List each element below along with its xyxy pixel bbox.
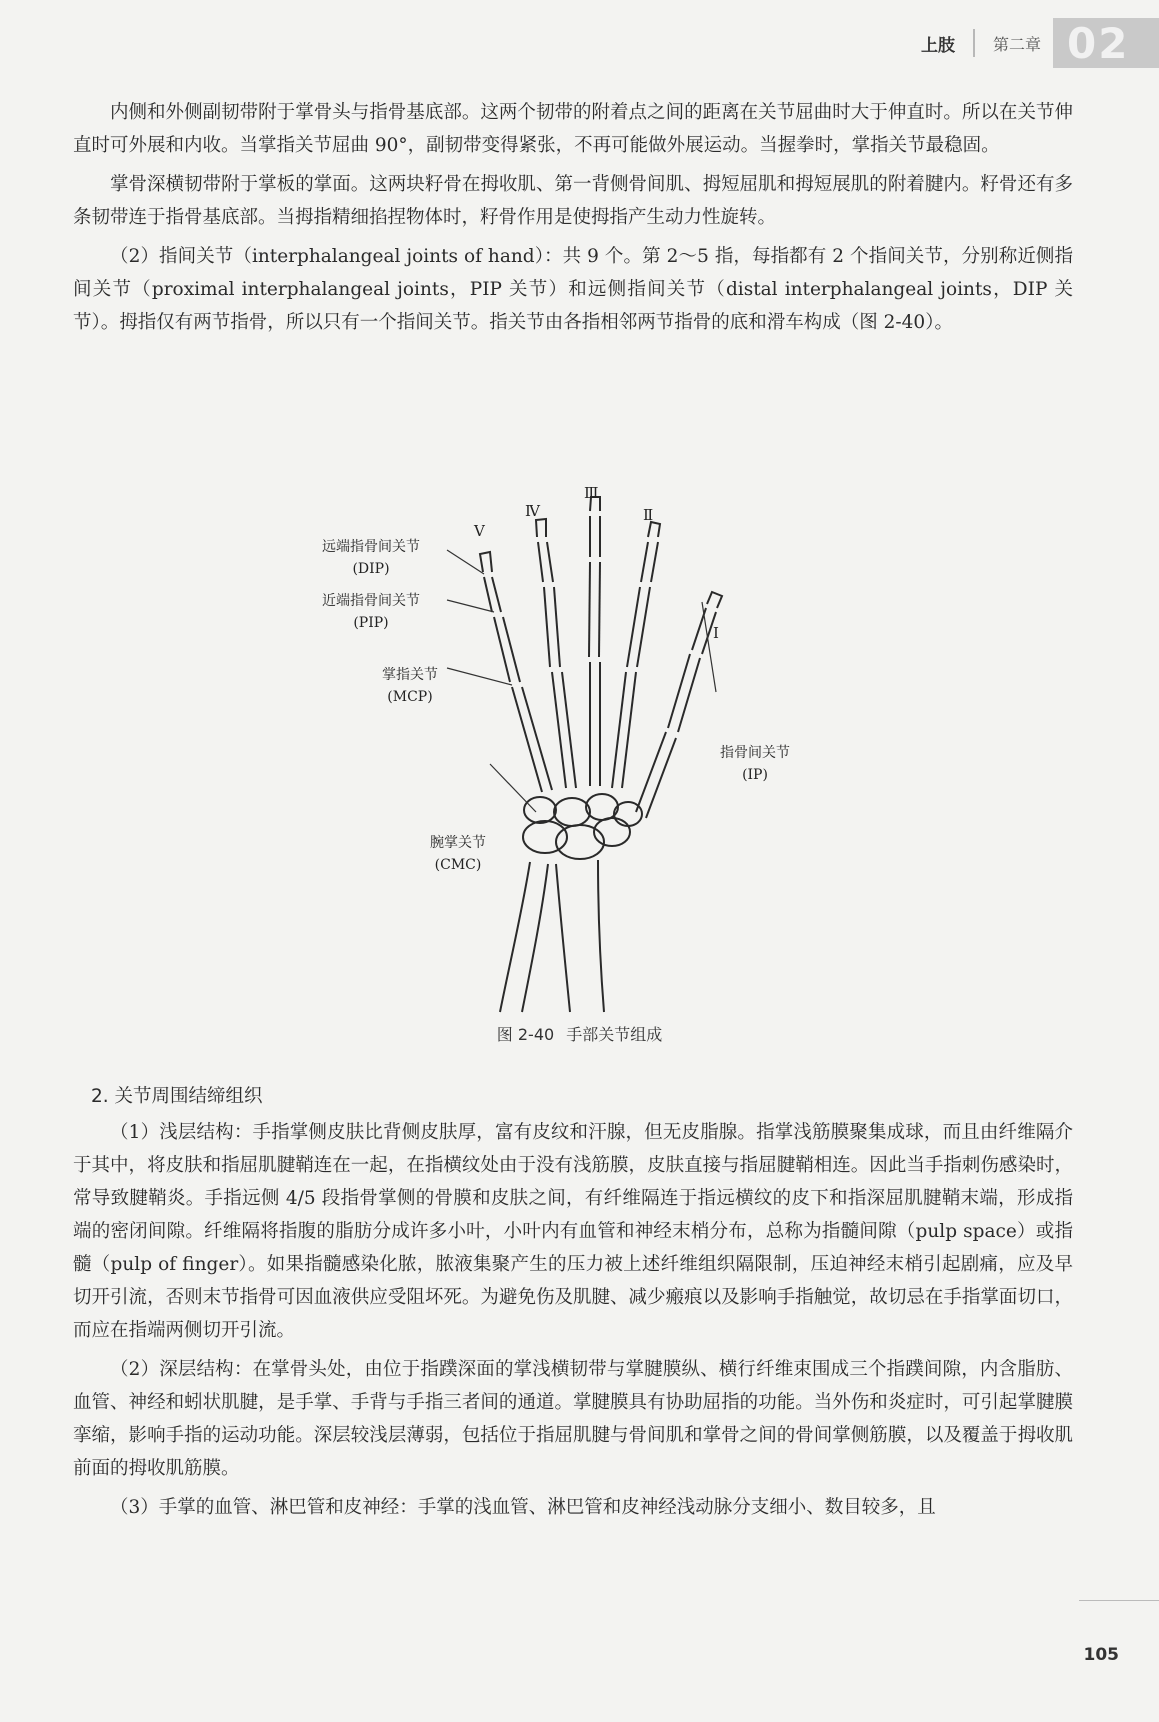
paragraph: 内侧和外侧副韧带附于掌骨头与指骨基底部。这两个韧带的附着点之间的距离在关节屈曲时大于伸直时。所以在关节伸直时可外展和内收。当掌指关节屈曲 90°，副韧带变得紧张，不再可能做外展运动。当握拳时，掌指关节最稳固。 [73,102,1073,156]
caption-text: 手部关节组成 [566,1025,663,1044]
page-number: 105 [1083,1645,1119,1665]
pip-label [296,590,446,634]
pip-label-name: 近端指骨间关节 [322,593,420,609]
caption-number: 图 2-40 [496,1025,555,1044]
finger-label-v: Ⅴ [474,522,485,540]
cmc-label [408,832,508,876]
paragraph: （3）手掌的血管、淋巴管和皮神经：手掌的浅血管、淋巴管和皮神经浅动脉分支细小、数目较多，且 [110,1497,936,1518]
pip-label-abbr: (PIP) [353,615,389,631]
paragraph: （2）深层结构：在掌骨头处，由位于指蹼深面的掌浅横韧带与掌腱膜纵、横行纤维束围成三个指蹼间隙，内含脂肪、血管、神经和蚓状肌腱，是手掌、手背与手指三者间的通道。掌腱膜具有协助屈指的功能。当外伤和炎症时，可引起掌腱膜挛缩，影响手指的运动功能。深层较浅层薄弱，包括位于指屈肌腱与骨间肌和掌骨之间的骨间掌侧筋膜，以及覆盖于拇收肌前面的拇收肌筋膜。 [73,1359,1073,1479]
cmc-label-abbr: (CMC) [434,857,482,873]
mcp-label-name: 掌指关节 [382,667,438,683]
section-heading: 2. 关节周围结缔组织 [91,1086,263,1107]
ip-label [700,742,810,786]
ip-label-name: 指骨间关节 [720,745,790,761]
paragraph: （1）浅层结构：手指掌侧皮肤比背侧皮肤厚，富有皮纹和汗腺，但无皮脂腺。指掌浅筋膜聚集成球，而且由纤维隔介于其中，将皮肤和指屈肌腱鞘连在一起，在指横纹处由于没有浅筋膜，皮肤直接与指屈腱鞘相连。因此当手指刺伤感染时，常导致腱鞘炎。手指远侧 4/5 段指骨掌侧的骨膜和皮肤之间，有纤维隔连于指远横纹的皮下和指深屈肌腱鞘末端，形成指端的密闭间隙。纤维隔将指腹的脂肪分成许多小叶，小叶内有血管和神经末梢分布，总称为指髓间隙（pulp space）或指髓（pulp of finger）。如果指髓感染化脓，脓液集聚产生的压力被上述纤维组织隔限制，压迫神经末梢引起剧痛，应及早切开引流，否则末节指骨可因血液供应受阻坏死。为避免伤及肌腱、减少瘢痕以及影响手指触觉，故切忌在手指掌面切口，而应在指端两侧切开引流。 [73,1122,1073,1341]
header-divider [973,29,975,57]
hand-skeleton-illustration [0,492,1159,1052]
footer-rule [1079,1600,1159,1601]
dip-label-abbr: (DIP) [352,561,390,577]
finger-label-iv: Ⅳ [525,502,540,520]
header-section: 上肢 [920,35,955,56]
cmc-label-name: 腕掌关节 [430,835,486,851]
mcp-label [360,664,460,708]
dip-label-name: 远端指骨间关节 [322,539,420,555]
ip-label-abbr: (IP) [742,767,768,783]
figure-caption [0,1022,1159,1045]
dip-label [296,536,446,580]
finger-label-i: Ⅰ [713,624,719,642]
header-chapter-number: 02 [1053,18,1159,68]
finger-label-ii: Ⅱ [643,506,654,524]
finger-label-iii: Ⅲ [584,484,599,502]
paragraph: 掌骨深横韧带附于掌板的掌面。这两块籽骨在拇收肌、第一背侧骨间肌、拇短屈肌和拇短展肌的附着腱内。籽骨还有多条韧带连于指骨基底部。当拇指精细掐捏物体时，籽骨作用是使拇指产生动力性旋转。 [73,174,1073,228]
paragraph: （2）指间关节（interphalangeal joints of hand）：共 9 个。第 2～5 指，每指都有 2 个指间关节，分别称近侧指间关节（proximal interphalangeal joints，PIP 关节）和远侧指间关节（distal interphalangeal joints，DIP 关节）。拇指仅有两节指骨，所以只有一个指间关节。指关节由各指相邻两节指骨的底和滑车构成（图 2-40）。 [73,246,1073,333]
section-2-block [73,1080,1073,1530]
header-chapter: 第二章 [992,34,1041,54]
running-header [921,18,1159,68]
top-text-block [73,96,1073,345]
mcp-label-abbr: (MCP) [387,689,433,705]
hand-joints-figure [0,484,1159,1052]
